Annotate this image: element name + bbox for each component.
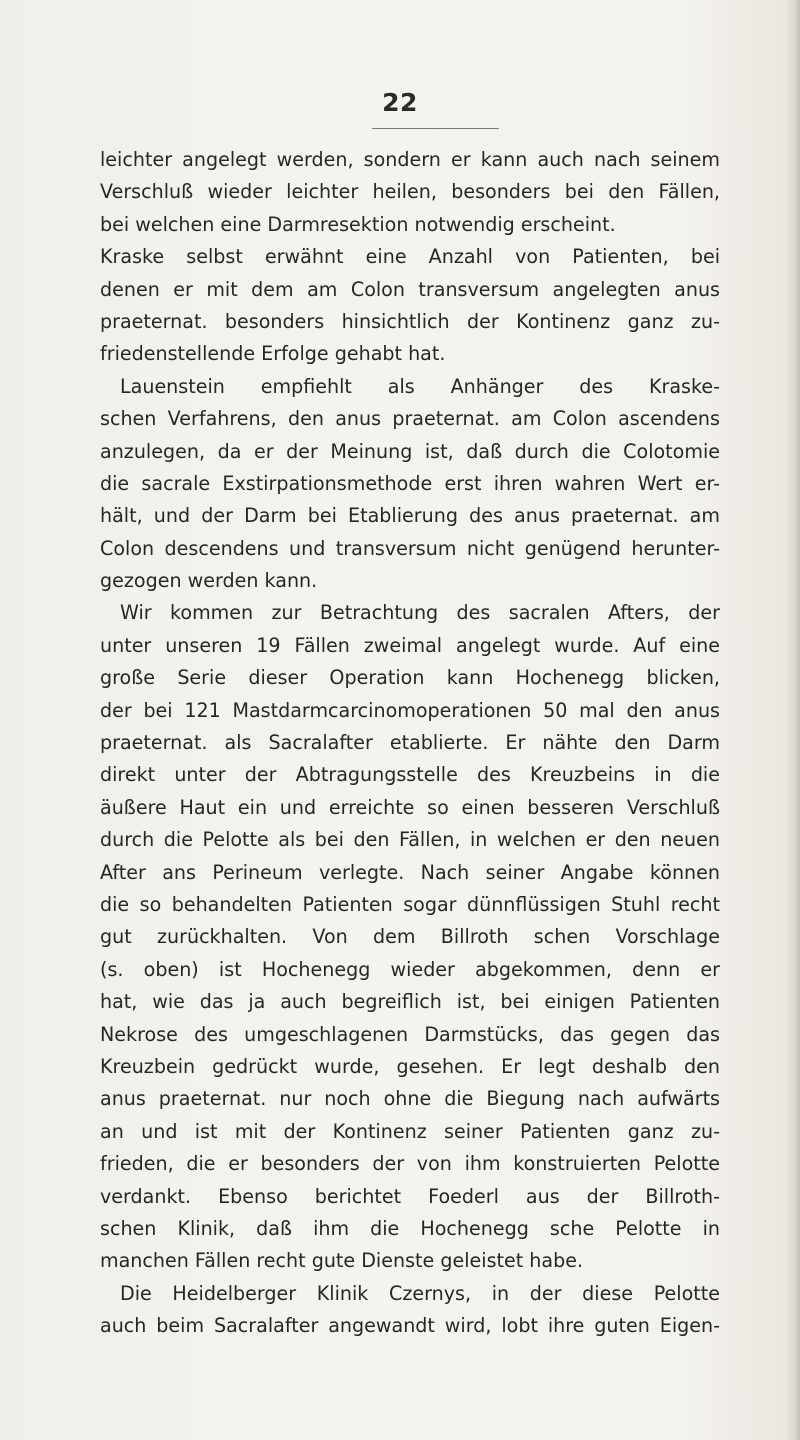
- text-line: hat, wie das ja auch begreiflich ist, bei einigen Patienten: [100, 990, 720, 1014]
- text-line: anzulegen, da er der Meinung ist, daß durch die Colotomie: [100, 439, 720, 463]
- header-rule: [372, 128, 499, 129]
- text-line: frieden, die er besonders der von ihm konstruierten Pelotte: [100, 1152, 720, 1176]
- text-line: Lauenstein empfiehlt als Anhänger des Kraske-: [120, 374, 720, 398]
- text-line: denen er mit dem am Colon transversum angelegten anus: [100, 277, 720, 301]
- page-edge-shadow: [786, 0, 800, 1440]
- text-line: verdankt. Ebenso berichtet Foederl aus der Billroth-: [100, 1184, 720, 1208]
- text-line: durch die Pelotte als bei den Fällen, in welchen er den neuen: [100, 828, 720, 852]
- text-line: Verschluß wieder leichter heilen, besonders bei den Fällen,: [100, 180, 720, 204]
- page-number: 22: [382, 88, 418, 117]
- text-line: friedenstellende Erfolge gehabt hat.: [100, 342, 446, 366]
- text-line: Nekrose des umgeschlagenen Darmstücks, das gegen das: [100, 1022, 720, 1046]
- text-line: After ans Perineum verlegte. Nach seiner Angabe können: [100, 860, 720, 884]
- text-line: praeternat. besonders hinsichtlich der Kontinenz ganz zu-: [100, 309, 720, 333]
- text-line: leichter angelegt werden, sondern er kann auch nach seinem: [100, 148, 720, 171]
- text-line: direkt unter der Abtragungsstelle des Kreuzbeins in die: [100, 763, 720, 787]
- text-line: schen Verfahrens, den anus praeternat. am Colon ascendens: [100, 407, 720, 431]
- text-line: die so behandelten Patienten sogar dünnflüssigen Stuhl recht: [100, 892, 720, 916]
- text-line: manchen Fällen recht gute Dienste geleistet habe.: [100, 1249, 584, 1273]
- text-line: große Serie dieser Operation kann Hochenegg blicken,: [100, 666, 720, 690]
- text-line: die sacrale Exstirpationsmethode erst ihren wahren Wert er-: [100, 471, 720, 495]
- text-line: Colon descendens und transversum nicht genügend herunter-: [100, 536, 720, 560]
- text-line: äußere Haut ein und erreichte so einen besseren Verschluß: [100, 795, 720, 819]
- body-text: [100, 144, 720, 1342]
- text-line: praeternat. als Sacralafter etablierte. Er nähte den Darm: [100, 731, 720, 755]
- text-line: schen Klinik, daß ihm die Hochenegg sche Pelotte in: [100, 1216, 720, 1240]
- text-line: gezogen werden kann.: [100, 569, 318, 593]
- text-line: Die Heidelberger Klinik Czernys, in der diese Pelotte: [120, 1281, 720, 1305]
- text-line: Kraske selbst erwähnt eine Anzahl von Patienten, bei: [100, 245, 720, 269]
- text-line: an und ist mit der Kontinenz seiner Patienten ganz zu-: [100, 1119, 720, 1143]
- text-line: bei welchen eine Darmresektion notwendig erscheint.: [100, 212, 616, 236]
- text-line: Kreuzbein gedrückt wurde, gesehen. Er legt deshalb den: [100, 1054, 720, 1078]
- text-line: der bei 121 Mastdarmcarcinomoperationen 50 mal den anus: [100, 698, 720, 722]
- text-line: gut zurückhalten. Von dem Billroth schen Vorschlage: [100, 925, 720, 949]
- text-line: (s. oben) ist Hochenegg wieder abgekommen, denn er: [100, 957, 720, 981]
- text-line: Wir kommen zur Betrachtung des sacralen Afters, der: [120, 601, 720, 625]
- text-line: unter unseren 19 Fällen zweimal angelegt wurde. Auf eine: [100, 633, 720, 657]
- text-line: anus praeternat. nur noch ohne die Biegung nach aufwärts: [100, 1087, 720, 1111]
- text-line: hält, und der Darm bei Etablierung des anus praeternat. am: [100, 504, 720, 528]
- text-line: auch beim Sacralafter angewandt wird, lobt ihre guten Eigen-: [100, 1314, 720, 1338]
